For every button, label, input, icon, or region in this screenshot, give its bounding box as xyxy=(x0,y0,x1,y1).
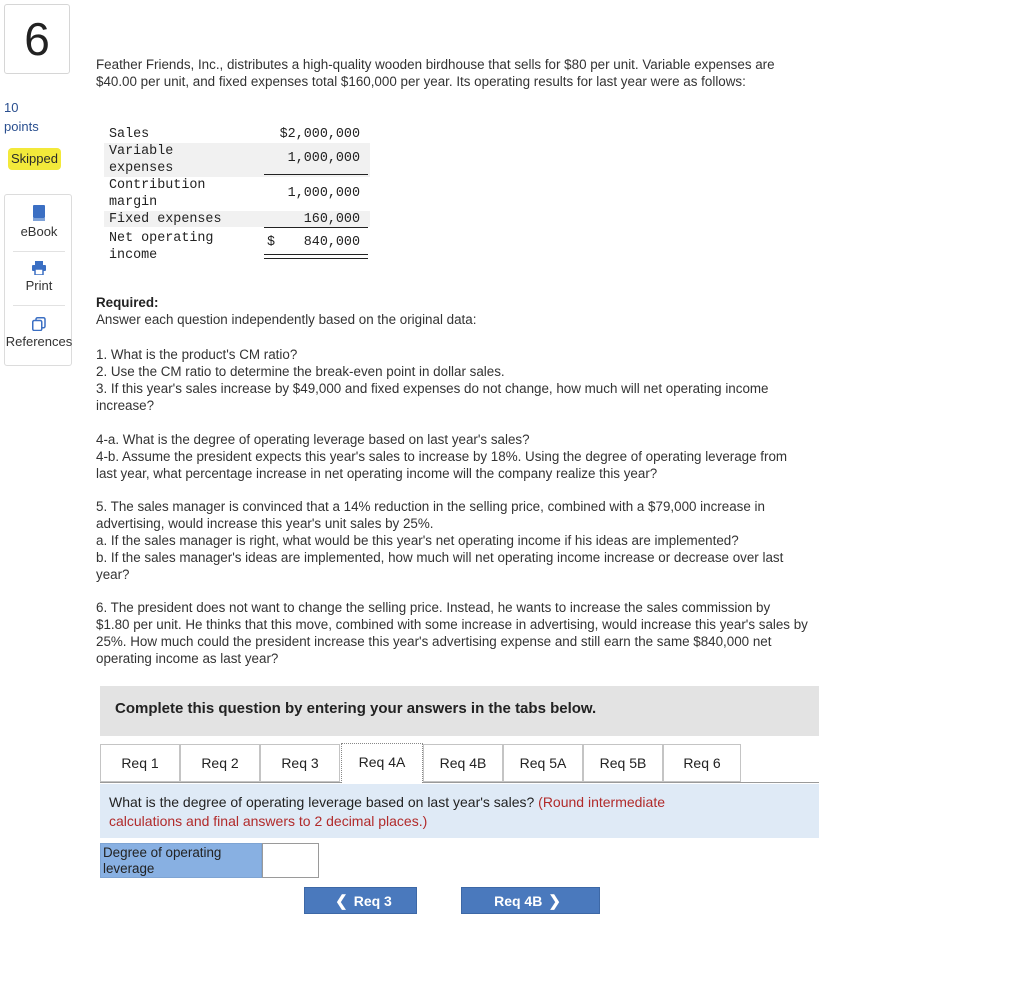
question-line: advertising, would increase this year's unit sales by 25%. xyxy=(96,516,434,531)
copy-icon xyxy=(32,317,46,331)
question-line: year? xyxy=(96,567,130,582)
noi-label: Net operating xyxy=(109,231,214,246)
tab-req-4b[interactable]: Req 4B xyxy=(423,744,503,782)
cm-label: margin xyxy=(109,195,158,210)
underline xyxy=(264,174,368,175)
noi-value: 840,000 xyxy=(303,235,360,250)
references-button[interactable] xyxy=(5,317,73,349)
points-label: points xyxy=(4,119,39,134)
tab-req-3[interactable]: Req 3 xyxy=(260,744,340,782)
required-heading: Required: xyxy=(96,295,159,310)
points-value: 10 xyxy=(4,100,19,115)
answer-panel-heading: Complete this question by entering your answers in the tabs below. xyxy=(100,686,819,736)
tab-req-5b[interactable]: Req 5B xyxy=(583,744,663,782)
intro-line: Feather Friends, Inc., distributes a high-quality wooden birdhouse that sells for $80 per unit. Variable expenses are xyxy=(96,57,775,72)
question-number: 6 xyxy=(4,4,70,74)
questions-4 xyxy=(96,431,896,482)
question-line: 4-b. Assume the president expects this year's sales to increase by 18%. Using the degree of operating leverage from xyxy=(96,449,788,464)
field-label-line: leverage xyxy=(103,861,155,876)
divider xyxy=(13,305,65,306)
question-line: 6. The president does not want to change the selling price. Instead, he wants to increase the sales commission by xyxy=(96,600,771,615)
instruction-note: calculations and final answers to 2 decimal places.) xyxy=(109,813,428,829)
questions-1-3 xyxy=(96,346,896,414)
tab-baseline xyxy=(100,782,819,783)
question-line: 2. Use the CM ratio to determine the break-even point in dollar sales. xyxy=(96,364,505,379)
question-line: increase? xyxy=(96,398,155,413)
double-underline xyxy=(264,254,368,255)
question-line: 4-a. What is the degree of operating leverage based on last year's sales? xyxy=(96,432,530,447)
tab-req-5a[interactable]: Req 5A xyxy=(503,744,583,782)
cm-label: Contribution xyxy=(109,178,206,193)
required-text: Answer each question independently based on the original data: xyxy=(96,312,477,327)
underline xyxy=(264,227,368,228)
instruction-text: What is the degree of operating leverage based on last year's sales? xyxy=(109,794,535,810)
fixed-label: Fixed expenses xyxy=(109,212,222,227)
references-label: References xyxy=(5,334,73,349)
divider xyxy=(13,251,65,252)
noi-dollar-sign: $ xyxy=(267,235,276,250)
question-line: operating income as last year? xyxy=(96,651,279,666)
problem-intro xyxy=(96,56,886,90)
variable-label: expenses xyxy=(109,161,174,176)
question-line: a. If the sales manager is right, what would be this year's net operating income if his ideas are implemented? xyxy=(96,533,739,548)
prev-req-button[interactable] xyxy=(304,887,417,914)
book-icon xyxy=(32,205,46,221)
instruction-note: (Round intermediate xyxy=(538,794,666,810)
sales-label: Sales xyxy=(109,127,150,142)
double-underline xyxy=(264,258,368,259)
req-tabs xyxy=(100,744,819,782)
questions-5 xyxy=(96,498,896,583)
printer-icon xyxy=(32,261,46,275)
tab-req-6[interactable]: Req 6 xyxy=(663,744,741,782)
question-line: 25%. How much could the president increase this year's advertising expense and still earn the same $840,000 net xyxy=(96,634,772,649)
fixed-value: 160,000 xyxy=(303,212,360,227)
tab-req-1[interactable]: Req 1 xyxy=(100,744,180,782)
income-statement xyxy=(104,124,374,264)
print-label: Print xyxy=(25,278,53,293)
chevron-left-icon: ❮ xyxy=(335,892,348,910)
next-req-button[interactable] xyxy=(461,887,600,914)
chevron-right-icon: ❯ xyxy=(548,892,561,910)
noi-label: income xyxy=(109,248,158,263)
status-badge: Skipped xyxy=(8,148,61,170)
side-tools-panel xyxy=(4,194,72,366)
intro-line: $40.00 per unit, and fixed expenses total $160,000 per year. Its operating results for last year were as follows: xyxy=(96,74,746,89)
variable-label: Variable xyxy=(109,144,174,159)
variable-value: 1,000,000 xyxy=(287,151,360,166)
question-line: 3. If this year's sales increase by $49,000 and fixed expenses do not change, how much will net operating income xyxy=(96,381,769,396)
ebook-label: eBook xyxy=(20,224,58,239)
sales-value: $2,000,000 xyxy=(279,127,360,142)
question-line: $1.80 per unit. He thinks that this move, combined with some increase in advertising, would increase this year's sales by xyxy=(96,617,808,632)
tab-req-2[interactable]: Req 2 xyxy=(180,744,260,782)
dol-answer-input[interactable] xyxy=(262,843,319,878)
question-line: last year, what percentage increase in net operating income will the company realize this year? xyxy=(96,466,658,481)
prev-button-label: Req 3 xyxy=(353,892,392,909)
cm-value: 1,000,000 xyxy=(287,186,360,201)
dol-field-label xyxy=(100,843,262,878)
questions-6 xyxy=(96,599,896,667)
question-line: b. If the sales manager's ideas are implemented, how much will net operating income increase or decrease over last xyxy=(96,550,784,565)
ebook-button[interactable] xyxy=(5,205,73,239)
tab-req-4a[interactable]: Req 4A xyxy=(341,743,423,783)
question-line: 1. What is the product's CM ratio? xyxy=(96,347,298,362)
print-button[interactable] xyxy=(5,261,73,293)
field-label-line: Degree of operating xyxy=(103,845,222,860)
question-line: 5. The sales manager is convinced that a 14% reduction in the selling price, combined with a $79,000 increase in xyxy=(96,499,765,514)
instruction-box xyxy=(100,784,819,838)
next-button-label: Req 4B xyxy=(494,892,543,909)
